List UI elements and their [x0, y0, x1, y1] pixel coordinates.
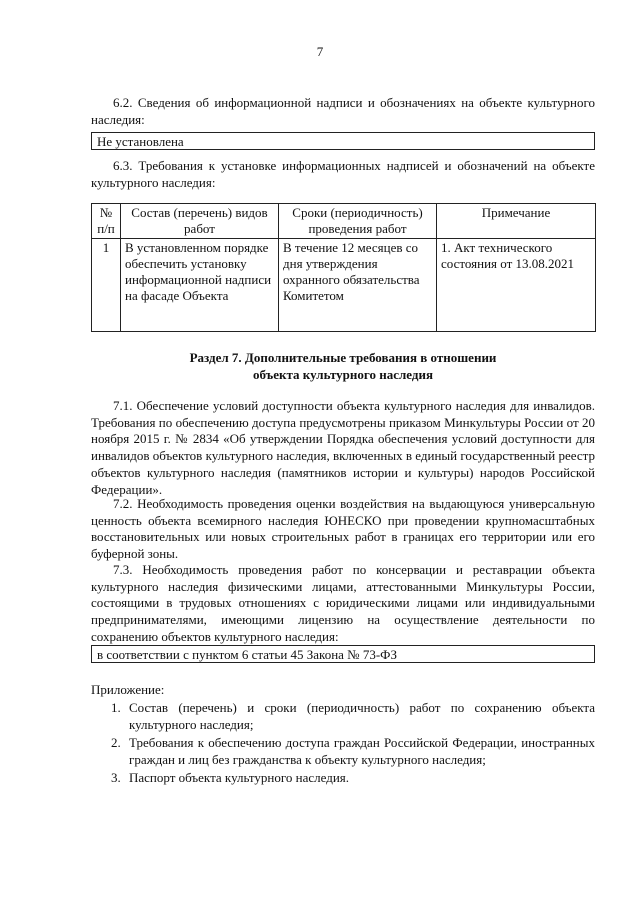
- list-item-text: Паспорт объекта культурного наследия.: [129, 770, 350, 785]
- list-item-number: 2.: [111, 735, 121, 750]
- appendix-title: Приложение:: [91, 682, 165, 697]
- paragraph-7-1-text: 7.1. Обеспечение условий доступности объекта культурного наследия для инвалидов. Требования по обеспечению доступа предусмотрены приказом Минкультуры России от 20 ноября 2015 г. № 2834 «Об утверждении Порядка обеспечения условий доступности для инвалидов объектов культурного наследия, включенных в единый государственный реестр объектов культурного наследия (памятников истории и культуры) народов Российской Федерации».: [91, 398, 595, 497]
- list-item-text: Состав (перечень) и сроки (периодичность) работ по сохранению объекта культурного наследия;: [129, 700, 595, 732]
- section-7-heading: [91, 349, 595, 383]
- paragraph-7-3: [91, 562, 595, 646]
- paragraph-6-2: [91, 95, 595, 128]
- paragraph-6-3: [91, 158, 595, 191]
- header-works: Состав (перечень) видов работ: [121, 204, 279, 239]
- header-terms: Сроки (периодичность) проведения работ: [279, 204, 437, 239]
- works-table: [91, 203, 596, 332]
- appendix: [91, 681, 595, 787]
- paragraph-7-3-text: 7.3. Необходимость проведения работ по консервации и реставрации объекта культурного наследия физическими лицами, аттестованными Минкультуры России, состоящими в трудовых отношениях с юридическими лицами или индивидуальными предпринимателями, имеющими лицензию на осуществление деятельности по сохранению объектов культурного наследия:: [91, 562, 595, 644]
- paragraph-6-2-text: 6.2. Сведения об информационной надписи и обозначениях на объекте культурного наследия:: [91, 95, 595, 127]
- page-number: 7: [316, 44, 324, 59]
- section-7-heading-line2: объекта культурного наследия: [253, 367, 433, 382]
- paragraph-7-2-text: 7.2. Необходимость проведения оценки воздействия на выдающуюся универсальную ценность объекта всемирного наследия ЮНЕСКО при проведении крупномасштабных восстановительных или новых строительных работ в границах его территории или его буферной зоны.: [91, 496, 595, 562]
- law-reference-box: [91, 645, 595, 663]
- section-7-heading-line1: Раздел 7. Дополнительные требования в отношении: [189, 350, 497, 365]
- header-note: Примечание: [437, 204, 596, 239]
- info-inscription-box: [91, 132, 595, 150]
- cell-works: В установленном порядке обеспечить установку информационной надписи на фасаде Объекта: [121, 239, 279, 332]
- paragraph-6-3-text: 6.3. Требования к установке информационных надписей и обозначений на объекте культурного наследия:: [91, 158, 595, 190]
- law-reference-value: в соответствии с пунктом 6 статьи 45 Закона № 73-ФЗ: [97, 647, 397, 662]
- paragraph-7-2: [91, 496, 595, 563]
- list-item: [111, 699, 595, 733]
- table-header-row: [92, 204, 596, 239]
- cell-number: 1: [92, 239, 121, 332]
- list-item-text: Требования к обеспечению доступа граждан Российской Федерации, иностранных граждан и лиц без гражданства к объекту культурного наследия;: [129, 735, 595, 767]
- list-item-number: 3.: [111, 770, 121, 785]
- cell-terms: В течение 12 месяцев со дня утверждения охранного обязательства Комитетом: [279, 239, 437, 332]
- table-row: [92, 239, 596, 332]
- cell-note: 1. Акт технического состояния от 13.08.2021: [437, 239, 596, 332]
- header-number: № п/п: [92, 204, 121, 239]
- list-item-number: 1.: [111, 700, 121, 715]
- paragraph-7-1: [91, 398, 595, 498]
- list-item: [111, 734, 595, 768]
- appendix-list: [91, 699, 595, 786]
- info-inscription-value: Не установлена: [97, 134, 184, 149]
- list-item: [111, 769, 595, 786]
